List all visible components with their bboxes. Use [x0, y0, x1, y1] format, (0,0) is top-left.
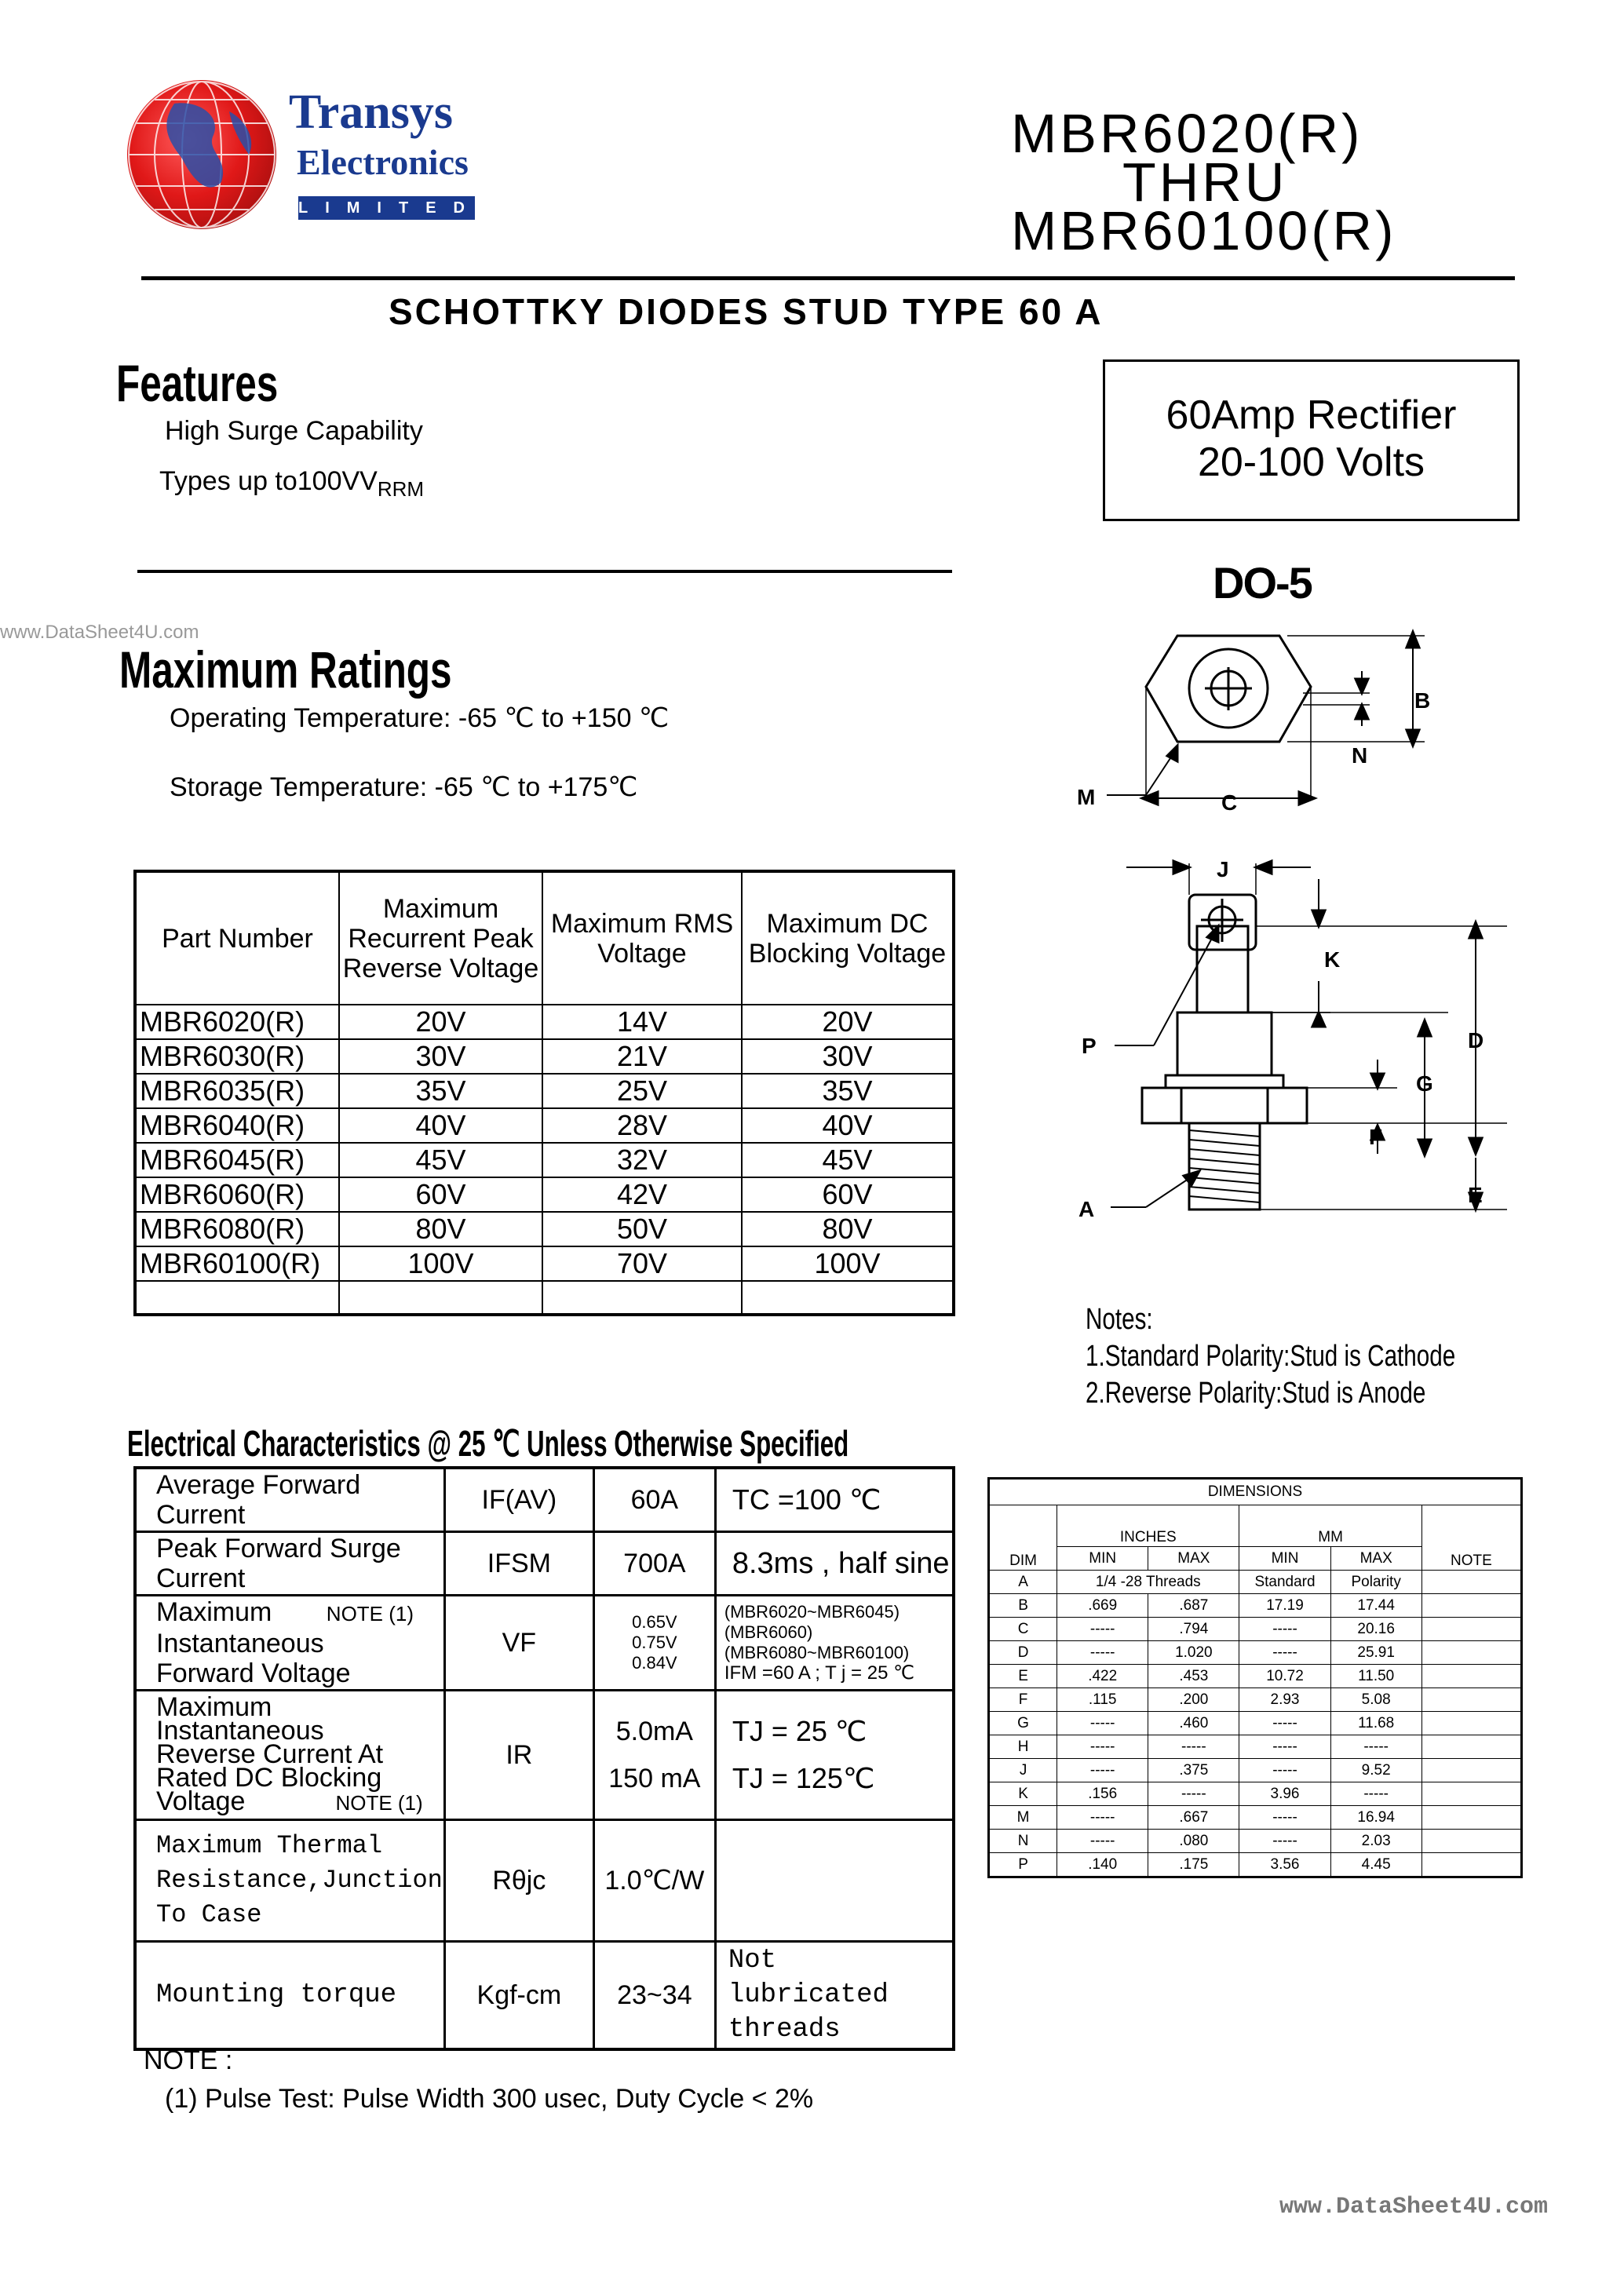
cell: 80V: [742, 1212, 954, 1246]
dim-label-m: M: [1077, 785, 1096, 809]
cell: .460: [1148, 1712, 1239, 1735]
condition-line: TJ = 125℃: [732, 1762, 875, 1794]
cell: [1421, 1735, 1521, 1759]
cell: H: [989, 1735, 1057, 1759]
cell: P: [989, 1853, 1057, 1877]
hex-base-top: [1166, 1075, 1283, 1088]
condition-line: threads: [728, 2015, 841, 2045]
cell: 100V: [339, 1246, 542, 1281]
cell: -----: [1057, 1618, 1148, 1641]
footnote-title: NOTE :: [144, 2045, 233, 2075]
cell: .669: [1057, 1594, 1148, 1618]
cell: -----: [1239, 1641, 1330, 1665]
table-row: [989, 1830, 1522, 1853]
dim-label-e: E: [1468, 1183, 1483, 1207]
cell: 70V: [542, 1246, 742, 1281]
note-ref: NOTE (1): [326, 1602, 414, 1625]
dim-label-f: F: [1369, 1125, 1383, 1149]
dim-label-p: P: [1082, 1034, 1097, 1058]
condition-line: (MBR6080~MBR60100): [724, 1643, 910, 1662]
max-ratings-table: [133, 870, 955, 1316]
value-line: 0.75V: [632, 1633, 677, 1652]
company-logo-globe: [127, 80, 276, 229]
cell: 1/4 -28 Threads: [1057, 1571, 1239, 1594]
symbol-cell: VF: [444, 1596, 593, 1691]
col-note: NOTE: [1421, 1505, 1521, 1571]
condition-cell: 8.3ms , half sine: [715, 1532, 954, 1596]
cell: -----: [1239, 1806, 1330, 1830]
cell: B: [989, 1594, 1057, 1618]
cell: 25.91: [1330, 1641, 1421, 1665]
table-row: [135, 1108, 954, 1143]
value-cell: 1.0℃/W: [593, 1820, 715, 1942]
table-row: [135, 1596, 954, 1691]
cell: 20V: [742, 1005, 954, 1039]
cell: [135, 1281, 339, 1315]
cell: Standard: [1239, 1571, 1330, 1594]
cell: 35V: [742, 1074, 954, 1108]
cell: 2.93: [1239, 1688, 1330, 1712]
cell: -----: [1239, 1618, 1330, 1641]
cell: 16.94: [1330, 1806, 1421, 1830]
cell: 45V: [742, 1143, 954, 1177]
param-cell: [135, 1596, 444, 1691]
dimensions-table: [987, 1477, 1523, 1878]
cell: .453: [1148, 1665, 1239, 1688]
features-heading: Features: [116, 354, 279, 412]
table-row: [989, 1665, 1522, 1688]
cell: 20V: [339, 1005, 542, 1039]
cell: 42V: [542, 1177, 742, 1212]
cell: -----: [1057, 1806, 1148, 1830]
col-vrrm: Maximum Recurrent Peak Reverse Voltage: [339, 871, 542, 1005]
hex-base: [1142, 1088, 1307, 1123]
col-vdc: Maximum DC Blocking Voltage: [742, 871, 954, 1005]
cell: E: [989, 1665, 1057, 1688]
company-subname: Electronics: [297, 142, 469, 182]
operating-temp: Operating Temperature: -65 ℃ to +150 ℃: [170, 703, 670, 733]
condition-line: Not lubricated: [728, 1946, 889, 2010]
notes-title: Notes:: [1086, 1303, 1153, 1336]
cell: -----: [1057, 1830, 1148, 1853]
col-in-min: MIN: [1057, 1547, 1148, 1571]
cell: [1421, 1830, 1521, 1853]
globe-grid-icon: [127, 80, 276, 229]
cell: 11.50: [1330, 1665, 1421, 1688]
dim-label-g: G: [1416, 1071, 1433, 1096]
value-line: 150 mA: [608, 1764, 701, 1793]
cell: -----: [1239, 1735, 1330, 1759]
table-row: [989, 1618, 1522, 1641]
cell: 1.020: [1148, 1641, 1239, 1665]
cell: 21V: [542, 1039, 742, 1074]
feature-item-1: High Surge Capability: [165, 416, 423, 446]
cell: K: [989, 1782, 1057, 1806]
table-row: [135, 1281, 954, 1315]
cell: MBR6040(R): [135, 1108, 339, 1143]
cell: 20.16: [1330, 1618, 1421, 1641]
cell: MBR6060(R): [135, 1177, 339, 1212]
table-row: [135, 1820, 954, 1942]
cell: 11.68: [1330, 1712, 1421, 1735]
cell: [1421, 1571, 1521, 1594]
table-row: [135, 1074, 954, 1108]
col-mm: MM: [1239, 1505, 1421, 1547]
table-row: [989, 1853, 1522, 1877]
storage-temp: Storage Temperature: -65 ℃ to +175℃: [170, 772, 638, 802]
param-line: Instantaneous: [156, 1629, 324, 1658]
cell: [1421, 1712, 1521, 1735]
cell: -----: [1330, 1735, 1421, 1759]
param-line: To Case: [156, 1900, 262, 1929]
dim-label-d: D: [1468, 1028, 1484, 1053]
cell: MBR6030(R): [135, 1039, 339, 1074]
cell: MBR6020(R): [135, 1005, 339, 1039]
cell: .200: [1148, 1688, 1239, 1712]
param-line: Reverse Current At: [156, 1739, 384, 1769]
param-cell: Average Forward Current: [135, 1468, 444, 1532]
col-vrms: Maximum RMS Voltage: [542, 871, 742, 1005]
param-line: Resistance,Junction: [156, 1866, 443, 1895]
param-cell: [135, 1820, 444, 1942]
dimensions-title: DIMENSIONS: [989, 1479, 1522, 1505]
cell: -----: [1330, 1782, 1421, 1806]
dim-label-j: J: [1217, 857, 1229, 881]
param-cell: [135, 1691, 444, 1820]
electrical-table: [133, 1466, 955, 2051]
cell: MBR6080(R): [135, 1212, 339, 1246]
cell: 40V: [742, 1108, 954, 1143]
cell: MBR60100(R): [135, 1246, 339, 1281]
model-line-3: MBR60100(R): [1011, 200, 1397, 261]
cell: 3.96: [1239, 1782, 1330, 1806]
cell: 5.08: [1330, 1688, 1421, 1712]
table-row: [135, 1691, 954, 1820]
condition-cell: TC =100 ℃: [715, 1468, 954, 1532]
cell: -----: [1148, 1735, 1239, 1759]
cell: [742, 1281, 954, 1315]
cell: [1421, 1782, 1521, 1806]
table-row: [135, 1246, 954, 1281]
electrical-heading: Electrical Characteristics @ 25 ℃ Unless Otherwise Specified: [127, 1423, 849, 1464]
condition-cell: [715, 1596, 954, 1691]
cell: A: [989, 1571, 1057, 1594]
cell: .687: [1148, 1594, 1239, 1618]
cell: -----: [1239, 1759, 1330, 1782]
table-row: [989, 1641, 1522, 1665]
table-row: [989, 1571, 1522, 1594]
note-ref: NOTE (1): [335, 1791, 423, 1815]
cell: [542, 1281, 742, 1315]
company-name: Transys: [289, 86, 454, 139]
cell: [1421, 1688, 1521, 1712]
cell: 35V: [339, 1074, 542, 1108]
param-cell: Peak Forward Surge Current: [135, 1532, 444, 1596]
condition-line: TJ = 25 ℃: [732, 1715, 867, 1747]
col-dim: DIM: [989, 1505, 1057, 1571]
table-row: [989, 1806, 1522, 1830]
rating-line-1: 60Amp Rectifier: [1166, 392, 1457, 438]
value-cell: 60A: [593, 1468, 715, 1532]
cell: [339, 1281, 542, 1315]
cell: C: [989, 1618, 1057, 1641]
cell: [1421, 1759, 1521, 1782]
table-row: [135, 1039, 954, 1074]
cell: .794: [1148, 1618, 1239, 1641]
cell: [1421, 1618, 1521, 1641]
cell: 4.45: [1330, 1853, 1421, 1877]
cell: 80V: [339, 1212, 542, 1246]
condition-line: (MBR6020~MBR6045): [724, 1602, 900, 1622]
param-line: Maximum Thermal: [156, 1831, 383, 1860]
dim-label-k: K: [1324, 947, 1341, 972]
cell: .080: [1148, 1830, 1239, 1853]
param-line: Forward Voltage: [156, 1658, 351, 1688]
cell: -----: [1057, 1735, 1148, 1759]
watermark-left: www.DataSheet4U.com: [0, 622, 199, 643]
page-subtitle: SCHOTTKY DIODES STUD TYPE 60 A: [389, 291, 1104, 332]
cell: 17.19: [1239, 1594, 1330, 1618]
table-row: [989, 1594, 1522, 1618]
cell: N: [989, 1830, 1057, 1853]
cell: 32V: [542, 1143, 742, 1177]
cell: 10.72: [1239, 1665, 1330, 1688]
condition-line: (MBR6060): [724, 1622, 813, 1642]
cell: F: [989, 1688, 1057, 1712]
cell: 28V: [542, 1108, 742, 1143]
watermark-bottom: www.DataSheet4U.com: [1279, 2194, 1549, 2220]
cell: 30V: [742, 1039, 954, 1074]
cell: G: [989, 1712, 1057, 1735]
features-divider: [137, 570, 952, 573]
cell: 50V: [542, 1212, 742, 1246]
package-title: DO-5: [1213, 558, 1312, 608]
company-tag: LIMITED: [298, 196, 475, 220]
cell: -----: [1057, 1712, 1148, 1735]
model-line-1: MBR6020(R): [1011, 103, 1363, 164]
note-2: 2.Reverse Polarity:Stud is Anode: [1086, 1377, 1426, 1410]
col-mm-min: MIN: [1239, 1547, 1330, 1571]
cell: -----: [1148, 1782, 1239, 1806]
max-ratings-heading: Maximum Ratings: [119, 640, 452, 699]
cell: 25V: [542, 1074, 742, 1108]
dim-label-b: B: [1414, 688, 1431, 713]
cell: 30V: [339, 1039, 542, 1074]
model-line-2: THRU: [1122, 151, 1288, 213]
param-line: Instantaneous: [156, 1716, 324, 1746]
cell: J: [989, 1759, 1057, 1782]
cell: .175: [1148, 1853, 1239, 1877]
value-line: 0.84V: [632, 1653, 677, 1673]
dim-label-a: A: [1078, 1197, 1095, 1221]
body: [1177, 1012, 1272, 1075]
cell: .115: [1057, 1688, 1148, 1712]
table-row: [135, 1005, 954, 1039]
cell: D: [989, 1641, 1057, 1665]
cell: 2.03: [1330, 1830, 1421, 1853]
table-row: [135, 1942, 954, 2050]
table-row: [135, 1532, 954, 1596]
header-divider: [141, 276, 1515, 280]
value-cell: 700A: [593, 1532, 715, 1596]
cell: -----: [1057, 1641, 1148, 1665]
cell: M: [989, 1806, 1057, 1830]
footnote-1: (1) Pulse Test: Pulse Width 300 usec, Duty Cycle < 2%: [165, 2084, 814, 2114]
param-line: Maximum: [156, 1692, 272, 1722]
table-row: [989, 1735, 1522, 1759]
symbol-cell: IR: [444, 1691, 593, 1820]
condition-line: IFM =60 A ; T j = 25 ℃: [724, 1662, 915, 1684]
table-row: [989, 1759, 1522, 1782]
value-cell: [593, 1596, 715, 1691]
symbol-cell: IF(AV): [444, 1468, 593, 1532]
col-inches: INCHES: [1057, 1505, 1239, 1547]
dim-label-n: N: [1352, 743, 1368, 768]
col-part-number: Part Number: [135, 871, 339, 1005]
param-line: Maximum: [156, 1597, 272, 1627]
table-row: [989, 1712, 1522, 1735]
cell: 3.56: [1239, 1853, 1330, 1877]
param-line: Rated DC Blocking: [156, 1763, 382, 1793]
cell: [1421, 1641, 1521, 1665]
rating-line-2: 20-100 Volts: [1197, 440, 1425, 485]
table-row: [989, 1688, 1522, 1712]
table-row: [135, 1143, 954, 1177]
condition-cell: [715, 1942, 954, 2050]
cell: 45V: [339, 1143, 542, 1177]
col-mm-max: MAX: [1330, 1547, 1421, 1571]
rating-box: [1103, 359, 1520, 521]
cell: 40V: [339, 1108, 542, 1143]
cell: MBR6035(R): [135, 1074, 339, 1108]
cell: Polarity: [1330, 1571, 1421, 1594]
condition-cell: [715, 1691, 954, 1820]
cell: 60V: [339, 1177, 542, 1212]
symbol-cell: Kgf-cm: [444, 1942, 593, 2050]
table-row: [135, 1468, 954, 1532]
cell: .422: [1057, 1665, 1148, 1688]
cell: .667: [1148, 1806, 1239, 1830]
cell: [1421, 1594, 1521, 1618]
table-row: [989, 1782, 1522, 1806]
cell: 14V: [542, 1005, 742, 1039]
note-1: 1.Standard Polarity:Stud is Cathode: [1086, 1340, 1456, 1373]
table-row: [135, 1177, 954, 1212]
value-cell: [593, 1691, 715, 1820]
value-line: 5.0mA: [615, 1717, 693, 1746]
do5-package-diagram: [1067, 612, 1507, 1256]
symbol-cell: Rθjc: [444, 1820, 593, 1942]
cell: 60V: [742, 1177, 954, 1212]
feature-item-2: Types up $to100VV_{RRM}$: [159, 466, 425, 501]
cell: 9.52: [1330, 1759, 1421, 1782]
cell: .375: [1148, 1759, 1239, 1782]
value-line: 0.65V: [632, 1612, 677, 1632]
cell: .140: [1057, 1853, 1148, 1877]
cell: [1421, 1853, 1521, 1877]
value-cell: 23~34: [593, 1942, 715, 2050]
dim-label-c: C: [1221, 790, 1238, 815]
condition-cell: [715, 1820, 954, 1942]
cell: -----: [1239, 1712, 1330, 1735]
param-cell: Mounting torque: [135, 1942, 444, 2050]
cell: .156: [1057, 1782, 1148, 1806]
table-row: [135, 1212, 954, 1246]
symbol-cell: IFSM: [444, 1532, 593, 1596]
cell: 100V: [742, 1246, 954, 1281]
cell: 17.44: [1330, 1594, 1421, 1618]
cell: -----: [1239, 1830, 1330, 1853]
col-in-max: MAX: [1148, 1547, 1239, 1571]
cell: [1421, 1665, 1521, 1688]
param-line: Voltage: [156, 1786, 246, 1816]
cell: MBR6045(R): [135, 1143, 339, 1177]
cell: -----: [1057, 1759, 1148, 1782]
cell: [1421, 1806, 1521, 1830]
